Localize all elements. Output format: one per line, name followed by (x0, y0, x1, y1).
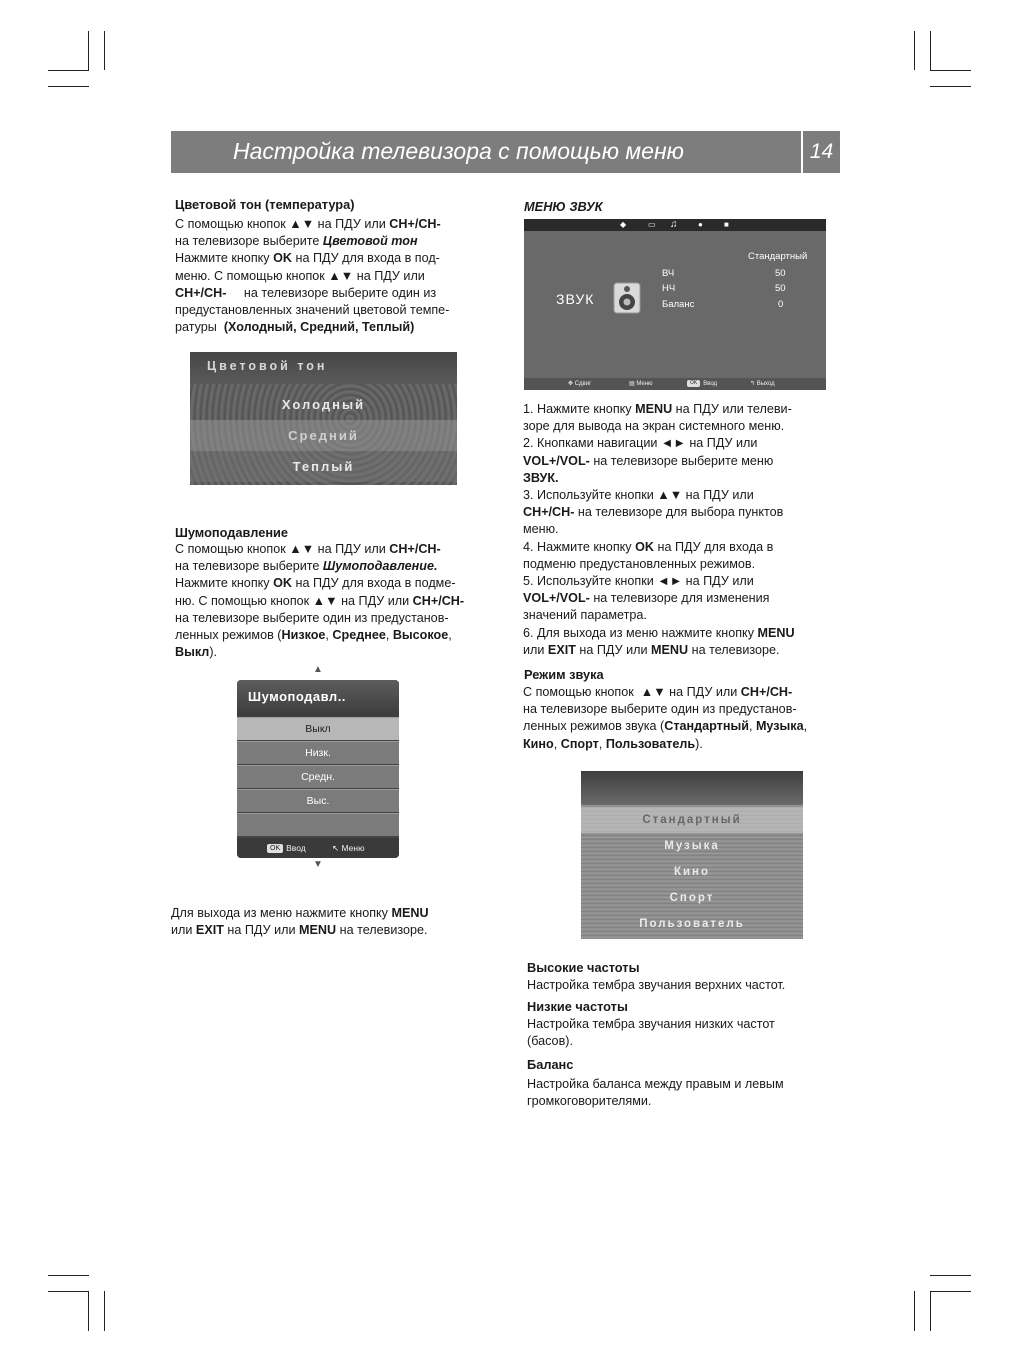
return-arrow-icon: ↖ (332, 843, 340, 853)
page-title: Настройка телевизора с помощью меню (233, 138, 684, 164)
treble-value: 50 (775, 268, 786, 279)
sound-menu-screenshot (524, 219, 826, 390)
sound-mode-menu-header (581, 771, 803, 805)
crop-mark (914, 31, 915, 70)
crop-mark (930, 1291, 931, 1331)
noise-option: Выс. (237, 789, 399, 812)
color-tone-menu-screenshot (190, 352, 457, 485)
crop-mark (930, 86, 971, 87)
sound-mode-option: Спорт (669, 892, 715, 904)
picture-tab-icon: ◆ (620, 220, 627, 229)
noise-menu-screenshot (237, 680, 399, 858)
color-tone-option: Теплый (190, 451, 457, 482)
noise-option: Средн. (237, 765, 399, 788)
footer-enter-hint: OK Ввод (687, 378, 717, 390)
sound-mode-text: С помощью кнопок ▲▼ на ПДУ или CH+/CH- на телевизоре выберите один из предустанов- ленных режимов звука (Стандартный, Музыка, Кино, Спорт, Пользователь). (523, 685, 808, 751)
exit-arrow-icon: ↰ (750, 381, 756, 387)
header-bar (171, 131, 801, 173)
crop-mark (104, 1291, 105, 1331)
noise-menu-header (237, 680, 399, 716)
down-arrow-icon: ▼ (313, 859, 323, 870)
bass-value: 50 (775, 283, 786, 294)
noise-heading: Шумоподавление (175, 525, 289, 540)
color-tone-menu-title: Цветовой тон (207, 359, 328, 373)
sound-mode-heading: Режим звука (524, 667, 604, 682)
sound-menu-topbar (524, 219, 826, 231)
move-arrows-icon: ✥ (568, 381, 574, 387)
sound-mode-option: Музыка (664, 840, 720, 852)
color-tone-heading: Цветовой тон (температура) (175, 197, 355, 212)
color-tone-option-selected: Средний (190, 420, 457, 451)
sound-mode-option-selected: Стандартный (581, 807, 803, 833)
lock-tab-icon: ■ (724, 220, 729, 229)
noise-text: С помощью кнопок ▲▼ на ПДУ или CH+/CH- на телевизоре выберите Шумоподавление. Нажмите кнопку OK на ПДУ для входа в подме- ню. С помощью кнопок ▲▼ на ПДУ или CH+/CH- на телевизоре выберите один из предустанов- ленных режимов (Низкое, Среднее, Высокое, Выкл). (175, 542, 465, 660)
footer-menu-hint: ↖ Меню (332, 843, 365, 853)
balance-value: 0 (778, 299, 784, 310)
crop-mark (88, 31, 89, 70)
ok-key-icon: OK (687, 380, 700, 387)
crop-mark (930, 1291, 971, 1292)
bass-label: НЧ (662, 283, 676, 294)
noise-option-empty (237, 813, 399, 836)
sound-menu-title: ЗВУК (556, 291, 595, 307)
footer-enter-hint: OK Ввод (267, 838, 306, 858)
sound-menu-heading: МЕНЮ ЗВУК (524, 199, 603, 214)
noise-menu-footer (237, 838, 399, 858)
balance-description: Настройка баланса между правым и левым громкоговорителями. (527, 1077, 784, 1109)
bass-heading: Низкие частоты (527, 999, 628, 1014)
crop-mark (914, 1291, 915, 1331)
sound-mode-menu-screenshot (581, 771, 803, 939)
footer-exit-hint: ↰ Выход (750, 381, 775, 387)
crop-mark (930, 70, 971, 71)
sound-menu-steps: 1. Нажмите кнопку MENU на ПДУ или телеви- зоре для вывода на экран системного меню. 2. Кнопками навигации ◄► на ПДУ или VOL+/VOL- на телевизоре выберите меню ЗВУК. 3. Используйте кнопки ▲▼ на ПДУ или CH+/CH- на телевизоре для выбора пунктов меню. 4. Нажмите кнопку OK на ПДУ для входа в подменю предустановленных режимов. 5. Используйте кнопки ◄► на ПДУ или VOL+/VOL- на телевизоре для изменения значений параметра. 6. Для выхода из меню нажмите кнопку MENU или EXIT на ПДУ или MENU на телевизоре. (523, 402, 795, 657)
sound-mode-option: Кино (673, 866, 711, 878)
speaker-icon (612, 281, 644, 315)
sound-mode-value: Стандартный (748, 251, 808, 262)
crop-mark (104, 31, 105, 70)
crop-mark (930, 1275, 971, 1276)
crop-mark (930, 31, 931, 70)
screen-tab-icon: ▭ (648, 220, 656, 229)
noise-option: Низк. (237, 741, 399, 764)
color-tone-text: С помощью кнопок ▲▼ на ПДУ или CH+/CH- на телевизоре выберите Цветовой тон Нажмите кнопку OK на ПДУ для входа в под- меню. С помощью кнопок ▲▼ на ПДУ или CH+/CH- на телевизоре выберите один из предустановленных значений цветовой темпе- ратуры (Холодный, Средний, Теплый) (175, 217, 450, 335)
crop-mark (48, 1275, 89, 1276)
settings-tab-icon: ● (698, 220, 703, 229)
footer-menu-hint: ▤ Меню (629, 381, 653, 387)
crop-mark (48, 70, 89, 71)
crop-mark (48, 86, 89, 87)
noise-option-selected: Выкл (237, 717, 399, 740)
treble-heading: Высокие частоты (527, 960, 640, 975)
crop-mark (88, 1291, 89, 1331)
footer-move-hint: ✥ Сдвиг (568, 381, 592, 387)
noise-menu-title: Шумоподавл.. (248, 689, 346, 704)
ok-key-icon: OK (267, 844, 283, 853)
balance-label: Баланс (662, 299, 695, 310)
crop-mark (48, 1291, 89, 1292)
treble-description: Настройка тембра звучания верхних частот. (527, 978, 786, 992)
bass-description: Настройка тембра звучания низких частот (басов). (527, 1017, 775, 1049)
balance-heading: Баланс (527, 1057, 574, 1072)
up-arrow-icon: ▲ (313, 664, 323, 675)
sound-tab-icon: ♫ (670, 219, 678, 230)
treble-label: ВЧ (662, 268, 675, 279)
noise-exit-text: Для выхода из меню нажмите кнопку MENU или EXIT на ПДУ или MENU на телевизоре. (171, 906, 429, 938)
sound-mode-option: Пользователь (639, 918, 745, 930)
menu-key-icon: ▤ (629, 381, 635, 387)
page-number: 14 (803, 131, 840, 173)
color-tone-menu-header (190, 352, 457, 384)
sound-menu-footer (524, 378, 826, 390)
color-tone-option: Холодный (281, 397, 366, 412)
